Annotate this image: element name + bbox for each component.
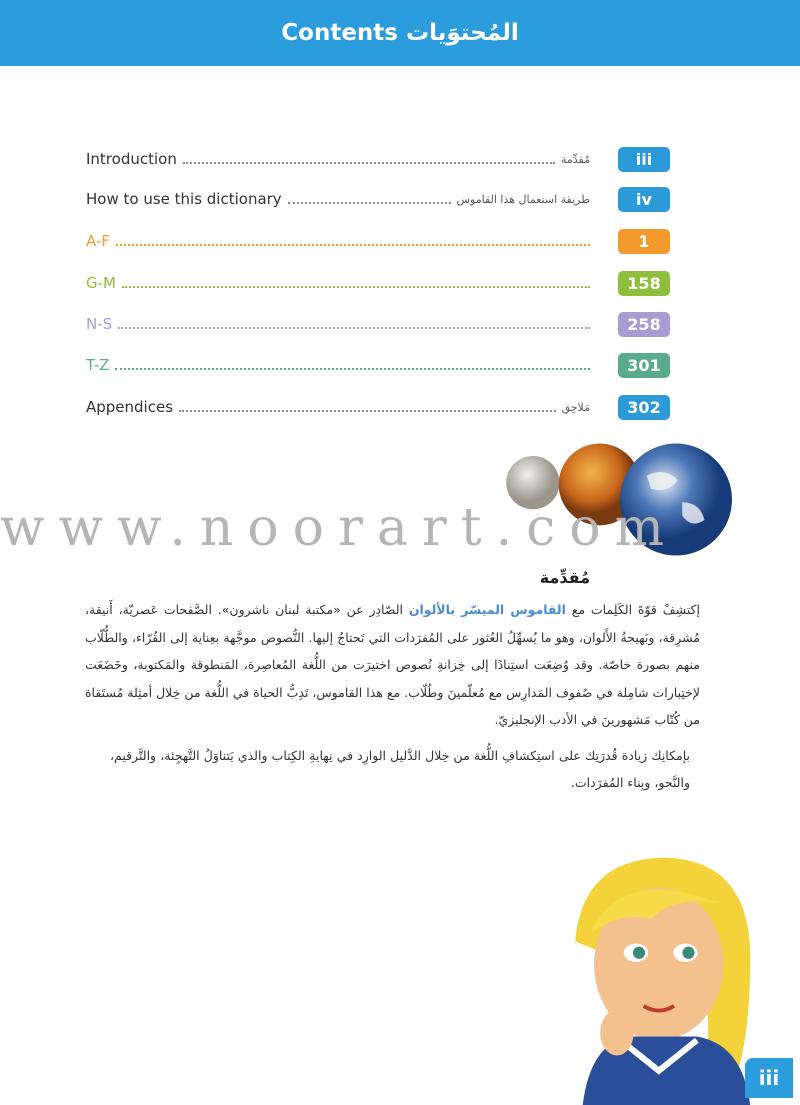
toc-entry-en: A-F (86, 232, 110, 250)
page-badge[interactable]: iv (618, 187, 670, 212)
page-badge[interactable]: 258 (618, 312, 670, 337)
page-badge[interactable]: 301 (618, 353, 670, 378)
contents-header (0, 0, 800, 66)
toc-row[interactable] (86, 394, 670, 420)
page-badge[interactable]: 158 (618, 271, 670, 296)
toc-row[interactable] (86, 228, 670, 254)
toc-entry-ar: مُقدِّمة (560, 152, 590, 166)
toc-entry-en: T-Z (86, 356, 110, 374)
toc-entry-en: How to use this dictionary (86, 190, 282, 208)
p1-text: إكتشِفْ قوّةَ الكَلِمات مع (565, 602, 700, 617)
page-badge[interactable]: 1 (618, 229, 670, 254)
leader-dots (183, 162, 555, 164)
toc-row[interactable] (86, 146, 670, 172)
title-ar: المُحتوَيات (406, 20, 519, 46)
leader-dots (122, 286, 590, 288)
toc-row[interactable] (86, 270, 670, 296)
toc-entry-en: Appendices (86, 398, 174, 416)
leader-dots (116, 244, 590, 246)
page-badge[interactable]: iii (618, 147, 670, 172)
leader-dots (179, 410, 556, 412)
introduction-section (85, 566, 700, 797)
intro-heading: مُقدِّمة (539, 568, 590, 587)
p1-text-cont: الصّادِر عن «مكتبة لبنان ناشرون». الصَّفحات عَصريّة، أَنيقة، مُشرِقة، وبَهيجةُ الأَلوان، وهو ما يُسهِّلُ العُثور على المُفرَدات التي تَحتاجُ إليها. النُّصوص موجَّهة بعِناية إلى القُرّاء، والطُّلّاب منهم بصورة خاصّة. وقد وُضِعَت استِنادًا إلى خِزانةِ نُصوص اختيرَت من اللُّغة المُعاصِرة، المَنطوقة والمَكتوبة، وخَضَعَت لإختِبارات شامِلة في صُفوف المَدارِس مع مُعلّمينَ وطُلّاب. مع هذا القاموس، تَدِبُّ الحياة في اللُّغة من خِلال أمثِلة مُستَقاة من كُتّاب مَشهورينَ في الأدب الإنجليزيّ. (85, 602, 700, 727)
toc-row[interactable] (86, 311, 670, 337)
toc-entry-en: G-M (86, 274, 116, 292)
intro-paragraph-1 (85, 596, 700, 734)
toc-entry-ar: مَلاحِق (561, 400, 590, 414)
watermark: www.noorart.com (0, 498, 678, 558)
leader-dots (118, 327, 590, 329)
leader-dots (288, 202, 451, 204)
title-en: Contents (281, 20, 398, 46)
intro-paragraph-2: بإمكانِك زيادة قُدرَتِك على استِكشافِ اللُّغة من خِلال الدَّليل الوارِد في نِهايةِ الكِتاب والذي يَتناوَلُ التَّهجِئة، والتَّرقيم، والنَّحو، وبِناء المُفرَدات. (110, 747, 690, 790)
dictionary-name: القاموس الميسّر بالألوان (408, 602, 566, 617)
toc-entry-en: Introduction (86, 150, 177, 168)
page-badge[interactable]: 302 (618, 395, 670, 420)
leader-dots (115, 368, 590, 370)
toc-row[interactable] (86, 186, 670, 212)
toc-row[interactable] (86, 352, 670, 378)
toc-entry-ar: طريقة استعمال هذا القاموس (456, 192, 590, 206)
page-number-badge: iii (745, 1058, 793, 1098)
toc-entry-en: N-S (86, 315, 113, 333)
